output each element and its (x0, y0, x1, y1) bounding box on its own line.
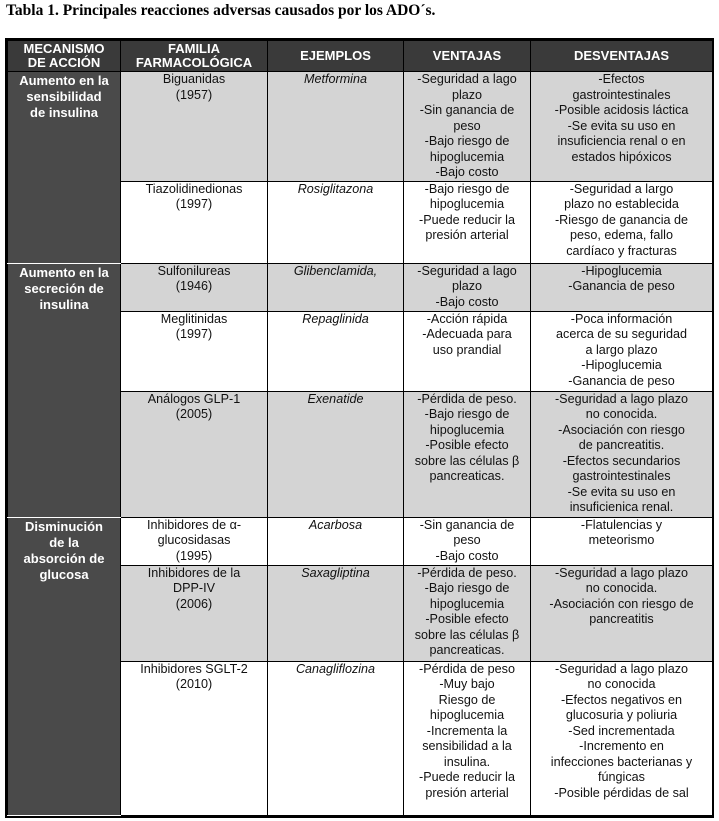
desventajas-cell: -Poca información acerca de su seguridad a largo plazo -Hipoglucemia -Ganancia de peso (531, 311, 713, 391)
adverse-reactions-table (5, 38, 714, 818)
familia-cell: Inhibidores SGLT-2 (2010) (121, 661, 268, 816)
familia-cell: Inhibidores de α- glucosidasas (1995) (121, 517, 268, 565)
ejemplo-cell: Saxagliptina (268, 565, 404, 661)
ventajas-cell: -Pérdida de peso -Muy bajo Riesgo de hipoglucemia -Incrementa la sensibilidad a la insulina. -Puede reducir la presión arterial (404, 661, 531, 816)
ventajas-cell: -Bajo riesgo de hipoglucemia -Puede reducir la presión arterial (404, 181, 531, 263)
ejemplo-cell: Rosiglitazona (268, 181, 404, 263)
mechanism-cell: Disminución de la absorción de glucosa (8, 517, 121, 816)
ejemplo-cell: Exenatide (268, 391, 404, 517)
table-caption: Tabla 1. Principales reacciones adversas causados por los ADO´s. (6, 2, 436, 19)
desventajas-cell: -Seguridad a lago plazo no conocida. -Asociación con riesgo de pancreatitis (531, 565, 713, 661)
ventajas-cell: -Pérdida de peso. -Bajo riesgo de hipoglucemia -Posible efecto sobre las células β pancreaticas. (404, 565, 531, 661)
mechanism-cell: Aumento en la secreción de insulina (8, 263, 121, 517)
ejemplo-cell: Canagliflozina (268, 661, 404, 816)
ventajas-cell: -Seguridad a lago plazo -Sin ganancia de peso -Bajo riesgo de hipoglucemia -Bajo costo (404, 72, 531, 182)
desventajas-cell: -Flatulencias y meteorismo (531, 517, 713, 565)
ejemplo-cell: Metformina (268, 72, 404, 182)
ejemplo-cell: Repaglinida (268, 311, 404, 391)
header-ejemplos: EJEMPLOS (268, 41, 404, 72)
desventajas-cell: -Efectos gastrointestinales -Posible acidosis láctica -Se evita su uso en insuficiencia renal o en estados hipóxicos (531, 72, 713, 182)
familia-cell: Tiazolidinedionas (1997) (121, 181, 268, 263)
header-desventajas: DESVENTAJAS (531, 41, 713, 72)
table-header-row (8, 41, 713, 72)
table-row (8, 263, 713, 311)
familia-cell: Meglitinidas (1997) (121, 311, 268, 391)
ventajas-cell: -Seguridad a lago plazo -Bajo costo (404, 263, 531, 311)
desventajas-cell: -Seguridad a largo plazo no establecida -Riesgo de ganancia de peso, edema, fallo cardíaco y fracturas (531, 181, 713, 263)
desventajas-cell: -Hipoglucemia -Ganancia de peso (531, 263, 713, 311)
header-mecanismo: MECANISMO DE ACCIÓN (8, 41, 121, 72)
familia-cell: Sulfonilureas (1946) (121, 263, 268, 311)
header-ventajas: VENTAJAS (404, 41, 531, 72)
table-row (8, 72, 713, 182)
ventajas-cell: -Acción rápida -Adecuada para uso prandial (404, 311, 531, 391)
header-familia: FAMILIA FARMACOLÓGICA (121, 41, 268, 72)
mechanism-cell: Aumento en la sensibilidad de insulina (8, 72, 121, 264)
ventajas-cell: -Pérdida de peso. -Bajo riesgo de hipoglucemia -Posible efecto sobre las células β pancreaticas. (404, 391, 531, 517)
familia-cell: Biguanidas (1957) (121, 72, 268, 182)
desventajas-cell: -Seguridad a lago plazo no conocida. -Asociación con riesgo de pancreatitis. -Efectos secundarios gastrointestinales -Se evita su uso en insuficienica renal. (531, 391, 713, 517)
ventajas-cell: -Sin ganancia de peso -Bajo costo (404, 517, 531, 565)
table-row (8, 517, 713, 565)
familia-cell: Inhibidores de la DPP-IV (2006) (121, 565, 268, 661)
desventajas-cell: -Seguridad a lago plazo no conocida -Efectos negativos en glucosuria y poliuria -Sed incrementada -Incremento en infecciones bacterianas y fúngicas -Posible pérdidas de sal (531, 661, 713, 816)
familia-cell: Análogos GLP-1 (2005) (121, 391, 268, 517)
ejemplo-cell: Acarbosa (268, 517, 404, 565)
ejemplo-cell: Glibenclamida, (268, 263, 404, 311)
